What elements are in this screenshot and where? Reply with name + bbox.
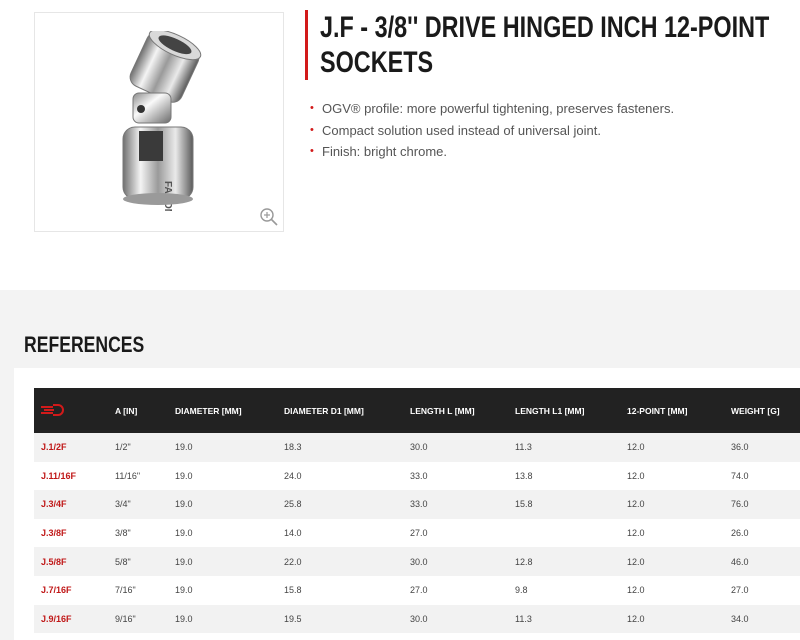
cell-length-l: 30.0 (410, 547, 515, 576)
references-title: REFERENCES (24, 332, 145, 357)
feature-item: • OGV® profile: more powerful tightening, preserves fasteners. (310, 98, 674, 120)
header-logo (34, 388, 115, 433)
cell-length-l: 30.0 (410, 605, 515, 634)
header-a: A [IN] (115, 388, 175, 433)
cell-length-l1: 11.3 (515, 605, 627, 634)
cell-diameter: 19.0 (175, 547, 284, 576)
product-title-line2: SOCKETS (320, 46, 434, 79)
product-title (320, 10, 800, 80)
cell-a: 3/8" (115, 519, 175, 548)
cell-length-l: 33.0 (410, 490, 515, 519)
cell-length-l: 27.0 (410, 576, 515, 605)
cell-weight: 46.0 (731, 547, 800, 576)
reference-link[interactable]: J.3/8F (34, 519, 115, 548)
feature-list (310, 98, 674, 163)
cell-length-l: 30.0 (410, 433, 515, 462)
table-row[interactable] (34, 519, 800, 548)
cell-diameter-d1: 24.0 (284, 462, 410, 491)
cell-weight: 74.0 (731, 462, 800, 491)
reference-link[interactable]: J.9/16F (34, 605, 115, 634)
header-weight: WEIGHT [G] (731, 388, 800, 433)
cell-diameter: 19.0 (175, 490, 284, 519)
socket-photo (105, 31, 215, 211)
cell-length-l1: 12.8 (515, 547, 627, 576)
cell-diameter-d1: 15.8 (284, 576, 410, 605)
cell-a: 5/8" (115, 547, 175, 576)
table-row[interactable] (34, 547, 800, 576)
reference-link[interactable]: J.5/8F (34, 547, 115, 576)
table-row[interactable] (34, 605, 800, 634)
header-diameter: DIAMETER [MM] (175, 388, 284, 433)
cell-diameter: 19.0 (175, 519, 284, 548)
cell-diameter: 19.0 (175, 462, 284, 491)
cell-diameter: 19.0 (175, 433, 284, 462)
feature-item: • Finish: bright chrome. (310, 141, 674, 163)
cell-12-point: 12.0 (627, 462, 731, 491)
table-header-row (34, 388, 800, 433)
cell-length-l1: 11.3 (515, 433, 627, 462)
zoom-in-icon[interactable] (259, 207, 279, 227)
cell-diameter: 19.0 (175, 605, 284, 634)
references-table (34, 388, 800, 633)
cell-weight: 34.0 (731, 605, 800, 634)
cell-length-l: 27.0 (410, 519, 515, 548)
cell-a: 9/16" (115, 605, 175, 634)
socket-drawing-logo-icon (41, 404, 65, 416)
cell-length-l: 33.0 (410, 462, 515, 491)
cell-12-point: 12.0 (627, 433, 731, 462)
cell-a: 1/2" (115, 433, 175, 462)
cell-a: 11/16" (115, 462, 175, 491)
product-title-block (305, 10, 800, 80)
cell-12-point: 12.0 (627, 547, 731, 576)
header-length-l: LENGTH L [MM] (410, 388, 515, 433)
cell-weight: 36.0 (731, 433, 800, 462)
cell-diameter-d1: 19.5 (284, 605, 410, 634)
cell-diameter-d1: 25.8 (284, 490, 410, 519)
cell-diameter-d1: 22.0 (284, 547, 410, 576)
cell-weight: 76.0 (731, 490, 800, 519)
header-diameter-d1: DIAMETER D1 [MM] (284, 388, 410, 433)
cell-12-point: 12.0 (627, 605, 731, 634)
cell-length-l1: 13.8 (515, 462, 627, 491)
cell-length-l1: 15.8 (515, 490, 627, 519)
cell-diameter-d1: 18.3 (284, 433, 410, 462)
product-image[interactable] (34, 12, 284, 232)
cell-12-point: 12.0 (627, 490, 731, 519)
cell-12-point: 12.0 (627, 519, 731, 548)
feature-item: • Compact solution used instead of universal joint. (310, 120, 674, 142)
cell-a: 7/16" (115, 576, 175, 605)
cell-diameter-d1: 14.0 (284, 519, 410, 548)
cell-12-point: 12.0 (627, 576, 731, 605)
cell-weight: 26.0 (731, 519, 800, 548)
table-row[interactable] (34, 490, 800, 519)
table-row[interactable] (34, 462, 800, 491)
cell-length-l1 (515, 519, 627, 548)
reference-link[interactable]: J.7/16F (34, 576, 115, 605)
product-title-line1: J.F - 3/8'' DRIVE HINGED INCH 12-POINT (320, 11, 770, 44)
table-row[interactable] (34, 433, 800, 462)
cell-diameter: 19.0 (175, 576, 284, 605)
cell-length-l1: 9.8 (515, 576, 627, 605)
reference-link[interactable]: J.1/2F (34, 433, 115, 462)
cell-weight: 27.0 (731, 576, 800, 605)
header-length-l1: LENGTH L1 [MM] (515, 388, 627, 433)
header-12-point: 12-POINT [MM] (627, 388, 731, 433)
reference-link[interactable]: J.3/4F (34, 490, 115, 519)
reference-link[interactable]: J.11/16F (34, 462, 115, 491)
cell-a: 3/4" (115, 490, 175, 519)
table-row[interactable] (34, 576, 800, 605)
